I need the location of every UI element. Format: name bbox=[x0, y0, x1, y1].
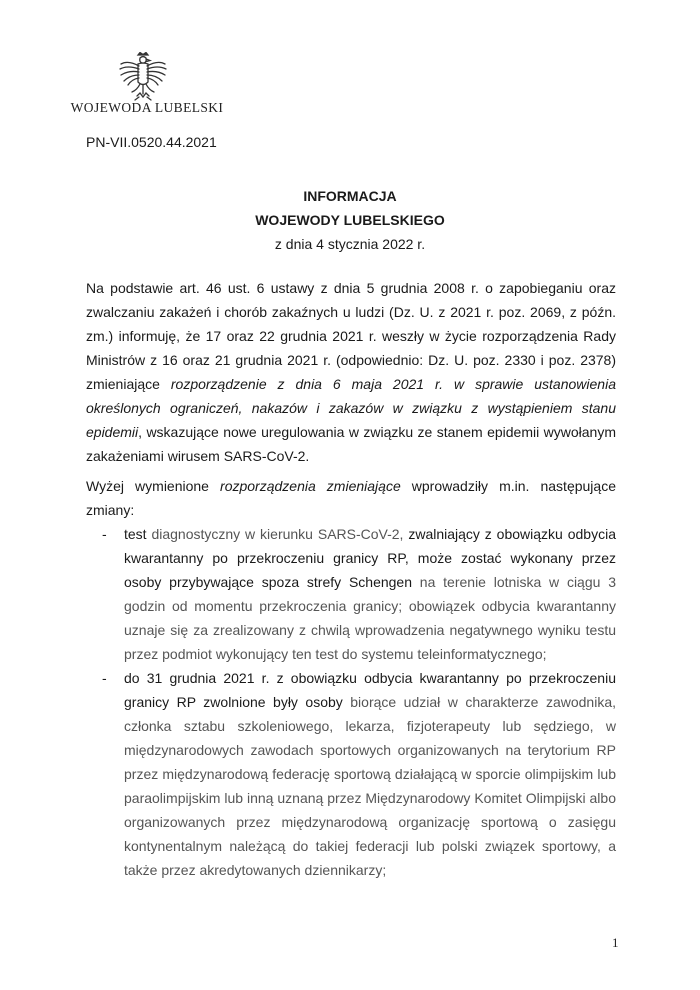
office-name: WOJEWODA LUBELSKI bbox=[70, 100, 224, 115]
list-item-text: biorące udział w charakterze zawodnika, członka sztabu szkoleniowego, lekarza, fizjoterapeuty lub sędziego, w międzynarodowych zawodach sportowych organizowanych na terytorium RP przez międzynarodową federację sportową działającą w sporcie olimpijskim lub paraolimpijskim lub inną uznaną przez Międzynarodowy Komitet Olimpijski albo organizowanych przez międzynarodową organizację sportową o zasięgu kontynentalnym należącą do takiej federacji lub polski związek sportowy, a także przez akredytowanych dziennikarzy; bbox=[124, 694, 616, 878]
issuer: WOJEWODY LUBELSKIEGO bbox=[255, 212, 445, 228]
paragraph-2 bbox=[86, 474, 616, 522]
list-item bbox=[86, 522, 616, 666]
list-item-text: zwalniający z obowiązku odbycia kwarantanny po przekroczeniu granicy RP, może zostać wykonany przez osoby przybywające spoza strefy Schengen bbox=[124, 526, 616, 590]
eagle-emblem-icon bbox=[118, 52, 168, 104]
title-block bbox=[0, 184, 700, 256]
paragraph-1-text: Na podstawie art. 46 ust. 6 ustawy z dnia 5 grudnia 2008 r. o zapobieganiu oraz zwalczaniu zakażeń i chorób zakaźnych u ludzi (Dz. U. z 2021 r. poz. 2069, z późn. zm.) informuję, że 17 oraz 22 grudnia 2021 r. weszły w życie rozporządzenia Rady Ministrów z 16 oraz 21 grudnia 2021 r. (odpowiednio: Dz. U. poz. 2330 i poz. 2378) zmieniające bbox=[86, 280, 616, 392]
list-item-text: diagnostyczny w kierunku SARS-CoV-2, bbox=[151, 526, 409, 542]
paragraph-1 bbox=[86, 276, 616, 468]
changes-list bbox=[86, 522, 616, 882]
list-item-text: test bbox=[124, 526, 152, 542]
paragraph-2-text: Wyżej wymienione bbox=[86, 478, 221, 494]
list-item-text: do 31 grudnia 2021 r. z obowiązku odbycia kwarantanny po przekroczeniu granicy RP zwolnione były osoby bbox=[124, 670, 616, 710]
paragraph-1-regulation-title: rozporządzenie z dnia 6 maja 2021 r. w sprawie ustanowienia określonych ograniczeń, nakazów i zakazów w związku z wystąpieniem stanu epidemii bbox=[86, 376, 616, 440]
document-type: INFORMACJA bbox=[303, 188, 397, 204]
page-number: 1 bbox=[612, 935, 619, 950]
list-item-text: na terenie lotniska w ciągu 3 godzin od momentu przekroczenia granicy; obowiązek odbycia kwarantanny uznaje się za zrealizowany z chwilą wprowadzenia negatywnego wyniku testu przez podmiot wykonujący ten test do systemu teleinformatycznego; bbox=[124, 574, 616, 662]
paragraph-2-text-end: wprowadziły m.in. następujące zmiany: bbox=[86, 478, 616, 518]
document-date: z dnia 4 stycznia 2022 r. bbox=[274, 236, 426, 252]
list-item bbox=[86, 666, 616, 882]
reference-number: PN-VII.0520.44.2021 bbox=[86, 134, 217, 150]
document-body bbox=[86, 276, 616, 882]
paragraph-2-italic: rozporządzenia zmieniające bbox=[220, 478, 401, 494]
paragraph-1-text-end: , wskazujące nowe uregulowania w związku ze stanem epidemii wywołanym zakażeniami wirusem SARS-CoV-2. bbox=[86, 424, 616, 464]
list-dash: - bbox=[102, 670, 107, 686]
list-dash: - bbox=[102, 526, 107, 542]
